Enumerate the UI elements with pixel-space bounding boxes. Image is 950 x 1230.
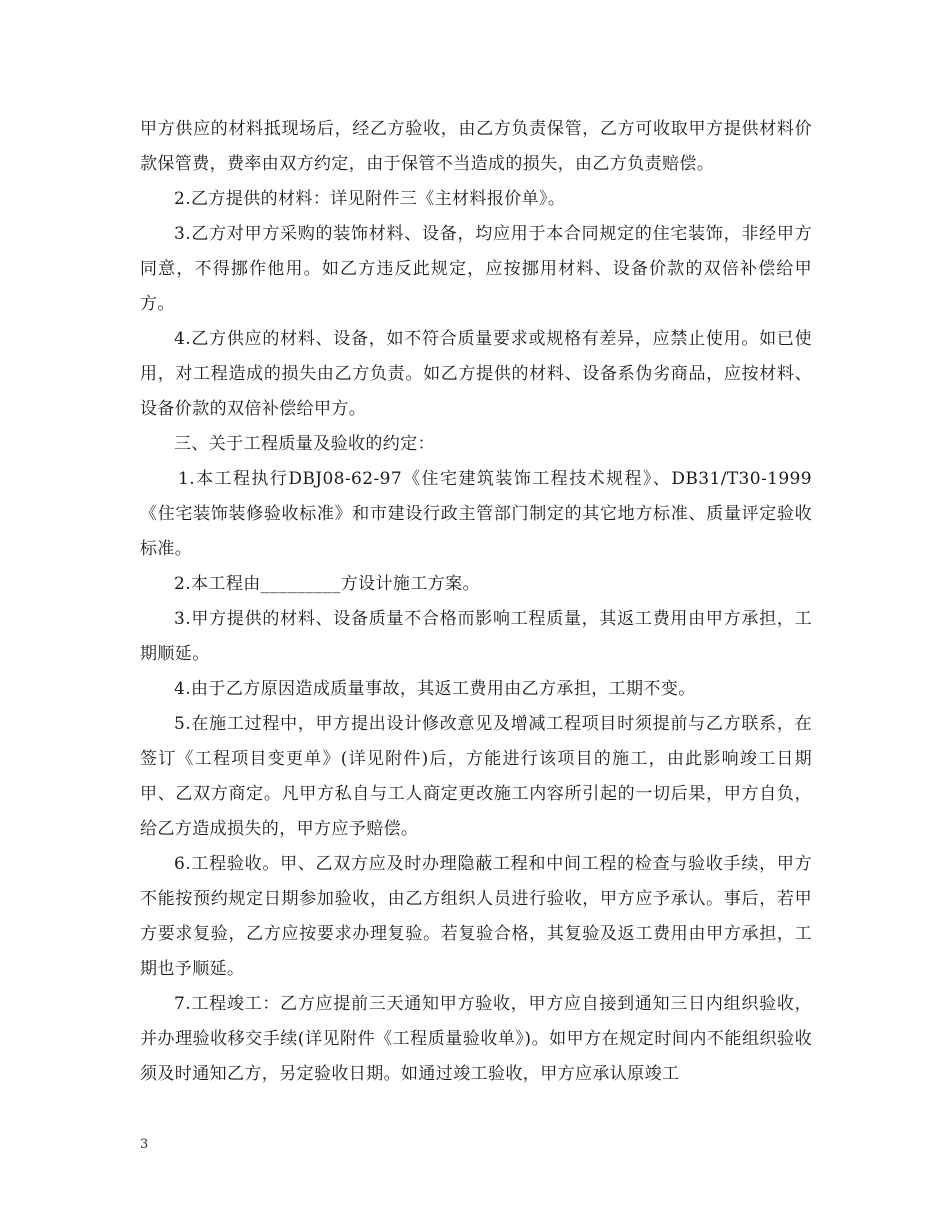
paragraph-clause-2-party-b-materials: 2.乙方提供的材料：详见附件三《主材料报价单》。: [174, 189, 566, 209]
page-number: 3: [140, 1137, 149, 1152]
document-body: [140, 112, 812, 1092]
paragraph-material-custody: 甲方供应的材料抵现场后，经乙方验收，由乙方负责保管，乙方可收取甲方提供材料价款保管费，费率由双方约定，由于保管不当造成的损失，由乙方负责赔偿。: [140, 119, 812, 174]
paragraph-quality-clause-3-party-a-materials: 3.甲方提供的材料、设备质量不合格而影响工程质量，其返工费用由甲方承担，工期顺延。: [140, 609, 812, 664]
paragraph-quality-clause-2-design: 2.本工程由_________方设计施工方案。: [174, 574, 480, 594]
section-heading-quality-acceptance: 三、关于工程质量及验收的约定：: [174, 434, 435, 454]
paragraph-clause-3-material-usage: 3.乙方对甲方采购的装饰材料、设备，均应用于本合同规定的住宅装饰，非经甲方同意，不得挪作他用。如乙方违反此规定，应按挪用材料、设备价款的双倍补偿给甲方。: [140, 224, 812, 314]
paragraph-quality-clause-1-standards: 1.本工程执行DBJ08-62-97《住宅建筑装饰工程技术规程》、DB31/T30-1999《住宅装饰装修验收标准》和市建设行政主管部门制定的其它地方标准、质量评定验收标准。: [140, 469, 812, 559]
paragraph-quality-clause-4-quality-accident: 4.由于乙方原因造成质量事故，其返工费用由乙方承担，工期不变。: [174, 679, 696, 699]
paragraph-quality-clause-7-completion: 7.工程竣工：乙方应提前三天通知甲方验收，甲方应自接到通知三日内组织验收，并办理验收移交手续(详见附件《工程质量验收单》)。如甲方在规定时间内不能组织验收须及时通知乙方，另定验收日期。如通过竣工验收，甲方应承认原竣工: [140, 994, 812, 1084]
paragraph-quality-clause-6-inspection: 6.工程验收。甲、乙双方应及时办理隐蔽工程和中间工程的检查与验收手续，甲方不能按预约规定日期参加验收，由乙方组织人员进行验收，甲方应予承认。事后，若甲方要求复验，乙方应按要求办理复验。若复验合格，其复验及返工费用由甲方承担，工期也予顺延。: [140, 854, 812, 979]
paragraph-clause-4-substandard-materials: 4.乙方供应的材料、设备，如不符合质量要求或规格有差异，应禁止使用。如已使用，对工程造成的损失由乙方负责。如乙方提供的材料、设备系伪劣商品，应按材料、设备价款的双倍补偿给甲方。: [140, 329, 812, 419]
paragraph-quality-clause-5-design-changes: 5.在施工过程中，甲方提出设计修改意见及增减工程项目时须提前与乙方联系，在签订《工程项目变更单》(详见附件)后，方能进行该项目的施工，由此影响竣工日期甲、乙双方商定。凡甲方私自与工人商定更改施工内容所引起的一切后果，甲方自负，给乙方造成损失的，甲方应予赔偿。: [140, 714, 812, 839]
